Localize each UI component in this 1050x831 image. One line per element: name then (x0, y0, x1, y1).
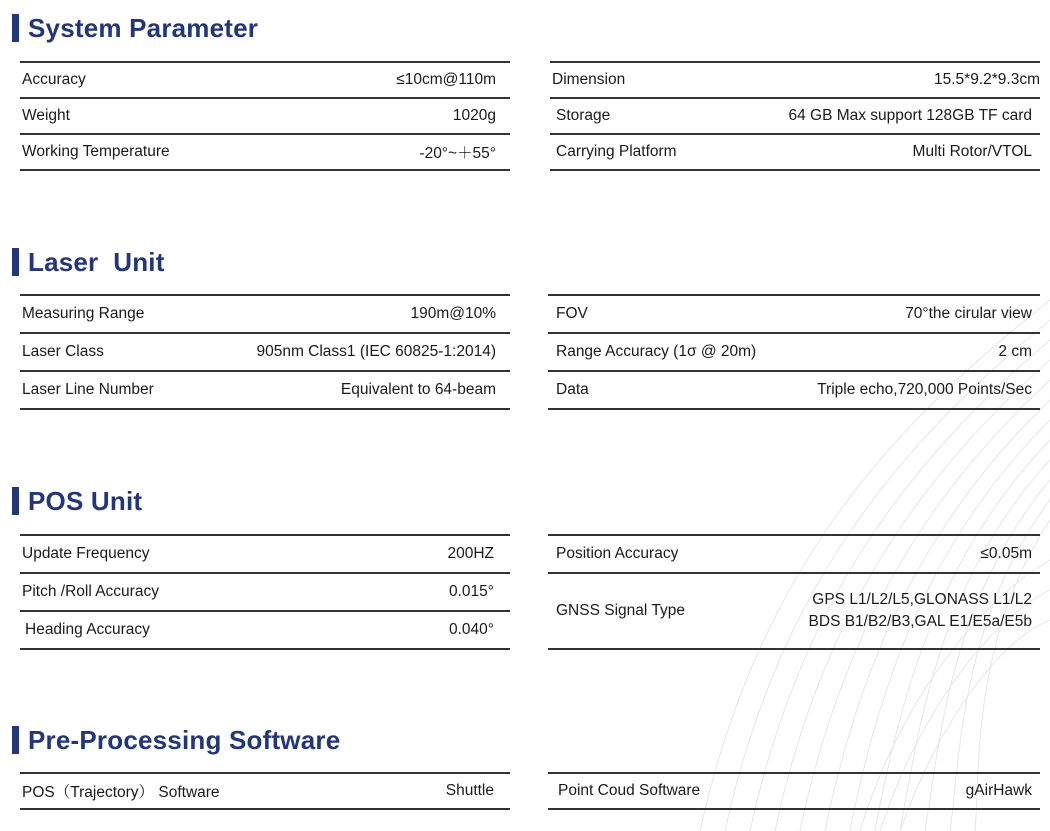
row-value: 1020g (452, 107, 496, 124)
row-value: 200HZ (447, 545, 494, 562)
section-title-laser (12, 246, 165, 278)
row-label: Laser Line Number (22, 381, 154, 398)
laser-left-table (20, 294, 510, 410)
row-value: -20°~＋55° (419, 145, 496, 162)
system-left-table (20, 61, 510, 171)
row-label: GNSS Signal Type (556, 602, 685, 619)
section-title-software (12, 724, 340, 756)
row-label: Range Accuracy (1σ @ 20m) (556, 343, 757, 360)
table-row (20, 296, 510, 334)
row-label: Position Accuracy (556, 545, 679, 562)
section-title-text: Pre-Processing Software (28, 724, 341, 755)
table-row (548, 334, 1040, 372)
row-value-line: BDS B1/B2/B3,GAL E1/E5a/E5b (808, 613, 1032, 630)
row-value: ≤10cm@110m (396, 71, 496, 88)
row-value: 0.040° (449, 621, 494, 638)
pos-left-table (20, 534, 510, 650)
table-row (548, 574, 1040, 650)
table-row (20, 135, 510, 171)
row-label: Carrying Platform (556, 143, 677, 160)
row-value: 2 cm (998, 343, 1032, 360)
table-row (548, 372, 1040, 410)
row-label: FOV (556, 305, 588, 322)
row-label: Accuracy (22, 71, 86, 88)
row-value: 190m@10% (410, 305, 496, 322)
laser-right-table (548, 294, 1040, 410)
row-label: POS（Trajectory） Software (22, 784, 220, 801)
section-title-text: POS Unit (28, 485, 143, 516)
row-label: Heading Accuracy (25, 621, 150, 638)
row-value: 70°the cirular view (905, 305, 1032, 322)
software-left-table (20, 772, 510, 810)
row-value: Triple echo,720,000 Points/Sec (817, 381, 1032, 398)
row-value: 15.5*9.2*9.3cm (934, 71, 1040, 88)
row-value: 64 GB Max support 128GB TF card (788, 107, 1032, 124)
row-value: 905nm Class1 (IEC 60825-1:2014) (256, 343, 496, 360)
table-row (550, 135, 1040, 171)
software-right-table (548, 772, 1040, 810)
pos-right-table (548, 534, 1040, 650)
table-row (550, 99, 1040, 135)
row-label: Measuring Range (22, 305, 145, 322)
section-title-system (12, 12, 258, 44)
section-title-text: Laser Unit (28, 246, 165, 277)
table-row (548, 296, 1040, 334)
row-label: Update Frequency (22, 545, 150, 562)
table-row (550, 63, 1040, 99)
row-label: Data (556, 381, 589, 398)
row-label: Laser Class (22, 343, 104, 360)
row-value: ≤0.05m (980, 545, 1032, 562)
row-value: Shuttle (445, 782, 494, 799)
title-accent-bar (12, 14, 19, 42)
row-label: Point Coud Software (558, 782, 701, 799)
table-row (20, 774, 510, 810)
row-value: 0.015° (449, 583, 494, 600)
section-title-text: System Parameter (28, 12, 259, 43)
table-row (548, 774, 1040, 810)
section-title-pos (12, 485, 142, 517)
row-label: Pitch /Roll Accuracy (22, 583, 159, 600)
row-value-line: GPS L1/L2/L5,GLONASS L1/L2 (812, 591, 1032, 608)
row-label: Weight (22, 107, 70, 124)
row-label: Working Temperature (22, 143, 170, 160)
table-row (20, 372, 510, 410)
title-accent-bar (12, 726, 19, 754)
system-right-table (550, 61, 1040, 171)
table-row (20, 574, 510, 612)
table-row (20, 63, 510, 99)
title-accent-bar (12, 248, 19, 276)
row-label: Dimension (552, 71, 626, 88)
table-row (20, 334, 510, 372)
row-value: gAirHawk (965, 782, 1032, 799)
row-value: Multi Rotor/VTOL (912, 143, 1032, 160)
table-row (548, 536, 1040, 574)
row-value: Equivalent to 64-beam (340, 381, 496, 398)
table-row (20, 612, 510, 650)
title-accent-bar (12, 487, 19, 515)
table-row (20, 536, 510, 574)
table-row (20, 99, 510, 135)
row-label: Storage (556, 107, 611, 124)
row-value-multiline (809, 591, 1032, 631)
